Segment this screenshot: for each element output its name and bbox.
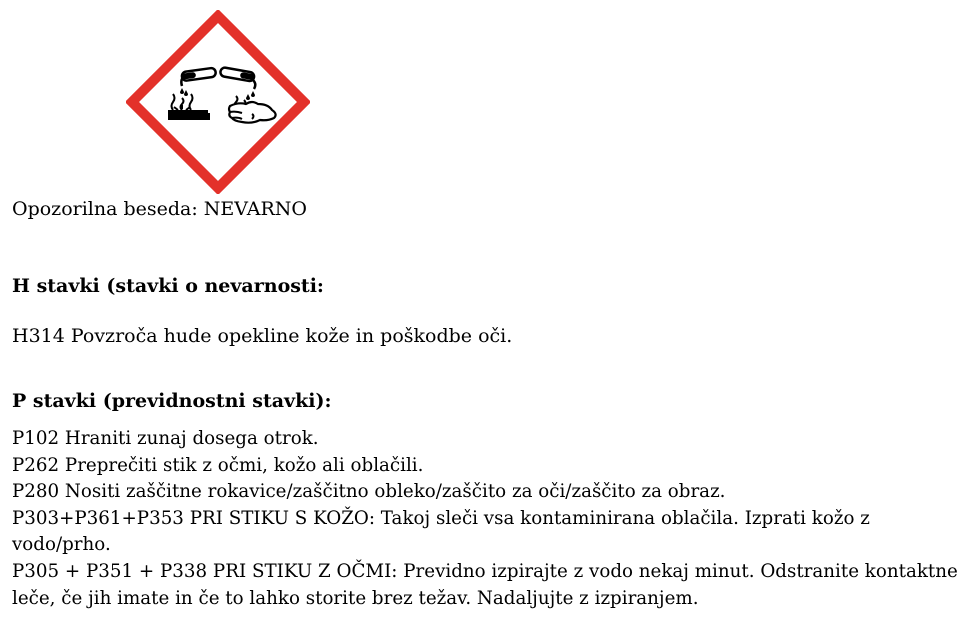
precautionary-statements-list (12, 426, 958, 612)
precautionary-statement-line: P262 Preprečiti stik z očmi, kožo ali oblačili. (12, 454, 424, 476)
signal-word: Opozorilna beseda: NEVARNO (12, 198, 307, 220)
precautionary-statement-line: P303+P361+P353 PRI STIKU S KOŽO: Takoj sleči vsa kontaminirana oblačila. Izprati kožo z (12, 507, 870, 529)
precautionary-statements-heading: P stavki (previdnostni stavki): (12, 390, 332, 412)
corrosion-icon (126, 10, 310, 194)
hazard-statements-heading: H stavki (stavki o nevarnosti: (12, 275, 324, 297)
precautionary-statement-line: P102 Hraniti zunaj dosega otrok. (12, 428, 319, 449)
hazard-statement: H314 Povzroča hude opekline kože in poškodbe oči. (12, 325, 513, 347)
precautionary-statement-line: leče, če jih imate in če to lahko storite brez težav. Nadaljujte z izpiranjem. (12, 587, 699, 609)
precautionary-statement-line: P305 + P351 + P338 PRI STIKU Z OČMI: Previdno izpirajte z vodo nekaj minut. Odstranite kontaktne (12, 560, 958, 582)
precautionary-statement-line: vodo/prho. (12, 534, 111, 556)
precautionary-statement-line: P280 Nositi zaščitne rokavice/zaščitno obleko/zaščito za oči/zaščito za obraz. (12, 481, 726, 503)
